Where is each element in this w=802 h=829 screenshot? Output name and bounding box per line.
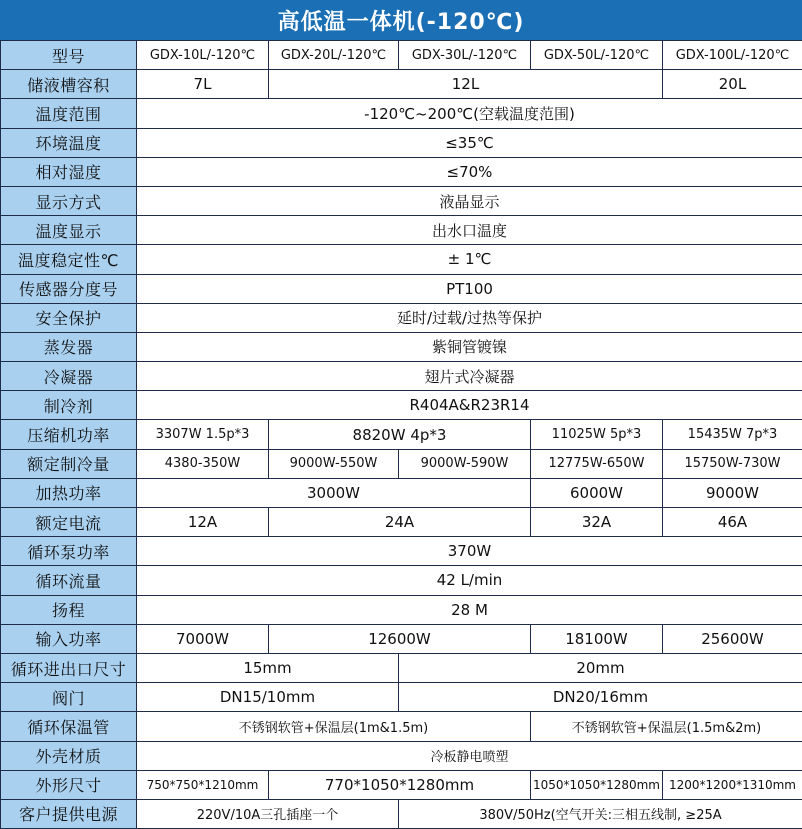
row-label: 显示方式	[1, 186, 137, 215]
table-cell: 7L	[137, 70, 269, 99]
row-label: 客户提供电源	[1, 799, 137, 828]
table-cell: GDX-30L/-120℃	[399, 41, 531, 70]
page-title: 高低温一体机(-120℃)	[0, 0, 802, 40]
table-cell: ≤35℃	[137, 128, 802, 157]
row-label: 储液槽容积	[1, 70, 137, 99]
row-label: 额定制冷量	[1, 449, 137, 478]
table-cell: 9000W-590W	[399, 449, 531, 478]
table-cell: 翅片式冷凝器	[137, 362, 802, 391]
row-label: 蒸发器	[1, 332, 137, 361]
table-cell: 9000W-550W	[269, 449, 399, 478]
row-label: 制冷剂	[1, 391, 137, 420]
row-label: 输入功率	[1, 624, 137, 653]
table-cell: GDX-50L/-120℃	[531, 41, 663, 70]
table-cell: 220V/10A三孔插座一个	[137, 799, 399, 828]
table-cell: 20mm	[399, 653, 802, 682]
table-cell: 15mm	[137, 653, 399, 682]
table-row	[1, 99, 802, 128]
table-cell: 7000W	[137, 624, 269, 653]
table-cell: 28 M	[137, 595, 802, 624]
table-row	[1, 70, 802, 99]
table-row	[1, 186, 802, 215]
table-cell: 液晶显示	[137, 186, 802, 215]
table-cell: 18100W	[531, 624, 663, 653]
row-label: 压缩机功率	[1, 420, 137, 449]
table-cell: DN15/10mm	[137, 683, 399, 712]
table-row	[1, 157, 802, 186]
row-label: 额定电流	[1, 508, 137, 537]
table-cell: 11025W 5p*3	[531, 420, 663, 449]
table-cell: 紫铜管镀镍	[137, 332, 802, 361]
row-label: 安全保护	[1, 303, 137, 332]
table-cell: 1200*1200*1310mm	[663, 770, 802, 799]
table-cell: 8820W 4p*3	[269, 420, 531, 449]
row-label: 循环进出口尺寸	[1, 653, 137, 682]
table-row	[1, 595, 802, 624]
table-row	[1, 799, 802, 828]
row-label: 型号	[1, 41, 137, 70]
row-label: 外壳材质	[1, 741, 137, 770]
table-cell: 15750W-730W	[663, 449, 802, 478]
table-row	[1, 537, 802, 566]
row-label: 循环流量	[1, 566, 137, 595]
table-cell: -120℃~200℃(空载温度范围)	[137, 99, 802, 128]
table-row	[1, 653, 802, 682]
table-cell: 12L	[269, 70, 663, 99]
row-label: 阀门	[1, 683, 137, 712]
table-cell: 42 L/min	[137, 566, 802, 595]
table-cell: 3307W 1.5p*3	[137, 420, 269, 449]
table-cell: 370W	[137, 537, 802, 566]
row-label: 温度显示	[1, 216, 137, 245]
table-cell: 冷板静电喷塑	[137, 741, 802, 770]
table-cell: 46A	[663, 508, 802, 537]
table-cell: 750*750*1210mm	[137, 770, 269, 799]
spec-table	[0, 40, 802, 829]
table-cell: 延时/过载/过热等保护	[137, 303, 802, 332]
table-row	[1, 362, 802, 391]
table-cell: 12A	[137, 508, 269, 537]
table-row	[1, 741, 802, 770]
table-cell: 4380-350W	[137, 449, 269, 478]
table-row	[1, 391, 802, 420]
table-row	[1, 245, 802, 274]
table-cell: 380V/50Hz(空气开关:三相五线制, ≥25A	[399, 799, 802, 828]
table-cell: 出水口温度	[137, 216, 802, 245]
table-cell: 12600W	[269, 624, 531, 653]
table-cell: ± 1℃	[137, 245, 802, 274]
table-cell: PT100	[137, 274, 802, 303]
row-label: 传感器分度号	[1, 274, 137, 303]
row-label: 相对湿度	[1, 157, 137, 186]
table-row	[1, 274, 802, 303]
table-cell: ≤70%	[137, 157, 802, 186]
table-cell: 25600W	[663, 624, 802, 653]
table-row	[1, 683, 802, 712]
table-row	[1, 566, 802, 595]
table-row	[1, 624, 802, 653]
table-row	[1, 449, 802, 478]
table-cell: 不锈钢软管+保温层(1m&1.5m)	[137, 712, 531, 741]
table-row	[1, 420, 802, 449]
table-cell: 3000W	[137, 478, 531, 507]
table-cell: 770*1050*1280mm	[269, 770, 531, 799]
row-label: 循环保温管	[1, 712, 137, 741]
spec-table-body	[1, 41, 802, 829]
table-row	[1, 128, 802, 157]
table-row	[1, 216, 802, 245]
table-cell: 1050*1050*1280mm	[531, 770, 663, 799]
table-cell: GDX-100L/-120℃	[663, 41, 802, 70]
table-cell: 15435W 7p*3	[663, 420, 802, 449]
table-row	[1, 478, 802, 507]
table-row	[1, 712, 802, 741]
table-cell: 9000W	[663, 478, 802, 507]
table-row	[1, 508, 802, 537]
table-row	[1, 41, 802, 70]
row-label: 循环泵功率	[1, 537, 137, 566]
row-label: 冷凝器	[1, 362, 137, 391]
table-cell: 32A	[531, 508, 663, 537]
table-cell: DN20/16mm	[399, 683, 802, 712]
row-label: 温度稳定性℃	[1, 245, 137, 274]
table-cell: 不锈钢软管+保温层(1.5m&2m)	[531, 712, 802, 741]
row-label: 温度范围	[1, 99, 137, 128]
row-label: 外形尺寸	[1, 770, 137, 799]
table-row	[1, 303, 802, 332]
table-cell: 24A	[269, 508, 531, 537]
row-label: 加热功率	[1, 478, 137, 507]
table-cell: 20L	[663, 70, 802, 99]
table-cell: GDX-10L/-120℃	[137, 41, 269, 70]
table-row	[1, 332, 802, 361]
row-label: 扬程	[1, 595, 137, 624]
table-cell: R404A&R23R14	[137, 391, 802, 420]
table-cell: 12775W-650W	[531, 449, 663, 478]
row-label: 环境温度	[1, 128, 137, 157]
table-cell: 6000W	[531, 478, 663, 507]
table-row	[1, 770, 802, 799]
table-cell: GDX-20L/-120℃	[269, 41, 399, 70]
